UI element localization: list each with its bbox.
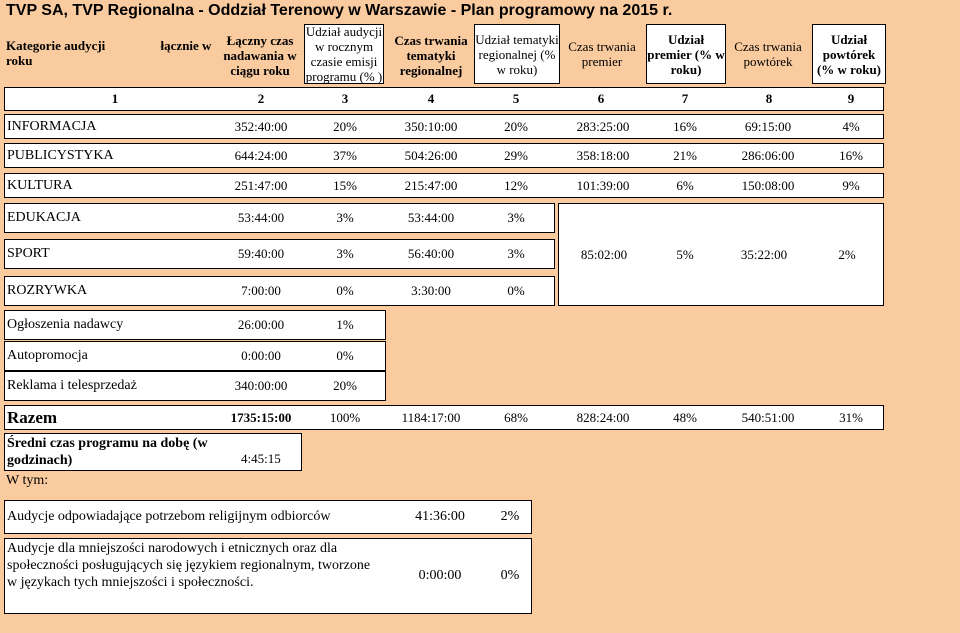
cell: 358:18:00 xyxy=(576,147,630,163)
column-numbers-row xyxy=(4,87,884,111)
row-rozrywka xyxy=(4,276,555,306)
cell: 69:15:00 xyxy=(744,118,792,134)
cell: 350:10:00 xyxy=(404,118,458,134)
cell: 352:40:00 xyxy=(234,118,288,134)
cell: 0% xyxy=(500,568,520,583)
cell: 21% xyxy=(673,147,697,163)
col-number: 6 xyxy=(597,91,605,106)
row-publicystyka xyxy=(4,143,884,168)
header-czas-tematyki: Czas trwania tematyki regionalnej xyxy=(394,32,468,78)
cell: 0% xyxy=(336,348,354,363)
cell: 2% xyxy=(500,509,520,524)
cell: 0% xyxy=(507,283,525,298)
row-label: EDUKACJA xyxy=(7,210,81,225)
cell: 31% xyxy=(839,409,863,425)
row-label: ROZRYWKA xyxy=(7,283,88,298)
row-autopromocja xyxy=(4,341,386,371)
cell: 0% xyxy=(336,283,354,298)
row-sredni-czas xyxy=(4,433,302,471)
cell: 0:00:00 xyxy=(241,348,281,363)
row-edukacja xyxy=(4,203,555,233)
row-mniejszosci xyxy=(4,538,532,614)
cell: 20% xyxy=(333,378,357,393)
cell: 286:06:00 xyxy=(741,147,795,163)
cell: 150:08:00 xyxy=(741,177,795,193)
cell: 540:51:00 xyxy=(741,409,795,425)
cell: 101:39:00 xyxy=(576,177,630,193)
cell: 59:40:00 xyxy=(237,246,285,261)
row-label: INFORMACJA xyxy=(7,118,97,134)
header-czas-premier: Czas trwania premier xyxy=(568,39,636,69)
header-lacznie: łącznie w xyxy=(160,37,212,53)
cell: 215:47:00 xyxy=(404,177,458,193)
row-label: Razem xyxy=(7,407,58,427)
row-label: Audycje dla mniejszości narodowych i etnicznych oraz dla społeczności posługujących się językiem regionalnym, tworzone w językach tych mniejszości i społeczności. xyxy=(7,541,371,590)
cell: 1% xyxy=(336,317,354,332)
row-ogloszenia xyxy=(4,310,386,340)
col-number: 5 xyxy=(512,91,520,106)
cell: 48% xyxy=(673,409,697,425)
col-number: 4 xyxy=(427,91,435,106)
cell: 12% xyxy=(504,177,528,193)
cell: 283:25:00 xyxy=(576,118,630,134)
cell: 20% xyxy=(333,118,357,134)
cell: 644:24:00 xyxy=(234,147,288,163)
cell: 9% xyxy=(842,177,860,193)
sredni-label: Średni czas programu na dobę (w godzinach) xyxy=(7,436,208,468)
cell: 16% xyxy=(839,147,863,163)
header-kategorie: Kategorie audycji roku xyxy=(6,38,106,68)
col-number: 1 xyxy=(111,91,119,106)
cell: 37% xyxy=(333,147,357,163)
cell: 29% xyxy=(504,147,528,163)
header-laczny-czas: Łączny czas nadawania w ciągu roku xyxy=(223,32,297,78)
row-razem xyxy=(4,405,884,430)
header-udzial-audycji: Udział audycji w rocznym czasie emisji programu (% ) xyxy=(305,24,383,84)
cell: 3:30:00 xyxy=(411,283,451,298)
row-label: Autopromocja xyxy=(7,348,88,363)
row-reklama xyxy=(4,371,386,401)
cell: 16% xyxy=(673,118,697,134)
cell: 4% xyxy=(842,118,860,134)
cell: 2% xyxy=(838,246,856,262)
cell: 6% xyxy=(676,177,694,193)
sredni-value: 4:45:15 xyxy=(241,451,281,466)
header-udzial-tematyki: Udział tematyki regionalnej (% w roku) xyxy=(474,24,560,84)
col-number: 9 xyxy=(847,91,855,106)
row-label: Reklama i telesprzedaż xyxy=(7,378,137,393)
cell: 3% xyxy=(336,210,354,225)
row-religijne xyxy=(4,500,532,534)
cell: 68% xyxy=(504,409,528,425)
cell: 1735:15:00 xyxy=(230,409,292,425)
cell: 0:00:00 xyxy=(418,568,462,583)
cell: 53:44:00 xyxy=(237,210,285,225)
row-label: Audycje odpowiadające potrzebom religijnym odbiorców xyxy=(7,509,331,524)
cell: 41:36:00 xyxy=(415,509,465,524)
cell: 3% xyxy=(507,210,525,225)
cell: 56:40:00 xyxy=(407,246,455,261)
cell: 504:26:00 xyxy=(404,147,458,163)
header-row xyxy=(4,24,884,85)
cell: 7:00:00 xyxy=(241,283,281,298)
cell: 20% xyxy=(504,118,528,134)
col-number: 2 xyxy=(257,91,265,106)
row-sport xyxy=(4,239,555,269)
cell: 251:47:00 xyxy=(234,177,288,193)
row-kultura xyxy=(4,173,884,198)
cell: 3% xyxy=(336,246,354,261)
cell: 26:00:00 xyxy=(237,317,285,332)
page-title: TVP SA, TVP Regionalna - Oddział Terenowy w Warszawie - Plan programowy na 2015 r. xyxy=(6,2,673,19)
header-czas-powtorek: Czas trwania powtórek xyxy=(734,39,802,69)
col-number: 3 xyxy=(341,91,349,106)
cell: 5% xyxy=(676,246,694,262)
row-label: KULTURA xyxy=(7,177,73,193)
cell: 1184:17:00 xyxy=(401,409,461,425)
w-tym-label: W tym: xyxy=(6,473,49,488)
cell: 340:00:00 xyxy=(234,378,288,393)
col-number: 7 xyxy=(681,91,689,106)
cell: 828:24:00 xyxy=(576,409,630,425)
cell: 3% xyxy=(507,246,525,261)
header-udzial-premier: Udział premier (% w roku) xyxy=(646,24,726,84)
row-informacja xyxy=(4,114,884,139)
row-label: SPORT xyxy=(7,246,50,261)
row-label: PUBLICYSTYKA xyxy=(7,147,114,163)
col-number: 8 xyxy=(765,91,773,106)
cell: 35:22:00 xyxy=(740,246,788,262)
header-udzial-powtorek: Udział powtórek (% w roku) xyxy=(812,24,886,84)
merged-premier-powtorek xyxy=(558,203,884,306)
cell: 85:02:00 xyxy=(580,246,628,262)
cell: 53:44:00 xyxy=(407,210,455,225)
cell: 15% xyxy=(333,177,357,193)
row-label: Ogłoszenia nadawcy xyxy=(7,317,124,332)
cell: 100% xyxy=(329,409,361,425)
